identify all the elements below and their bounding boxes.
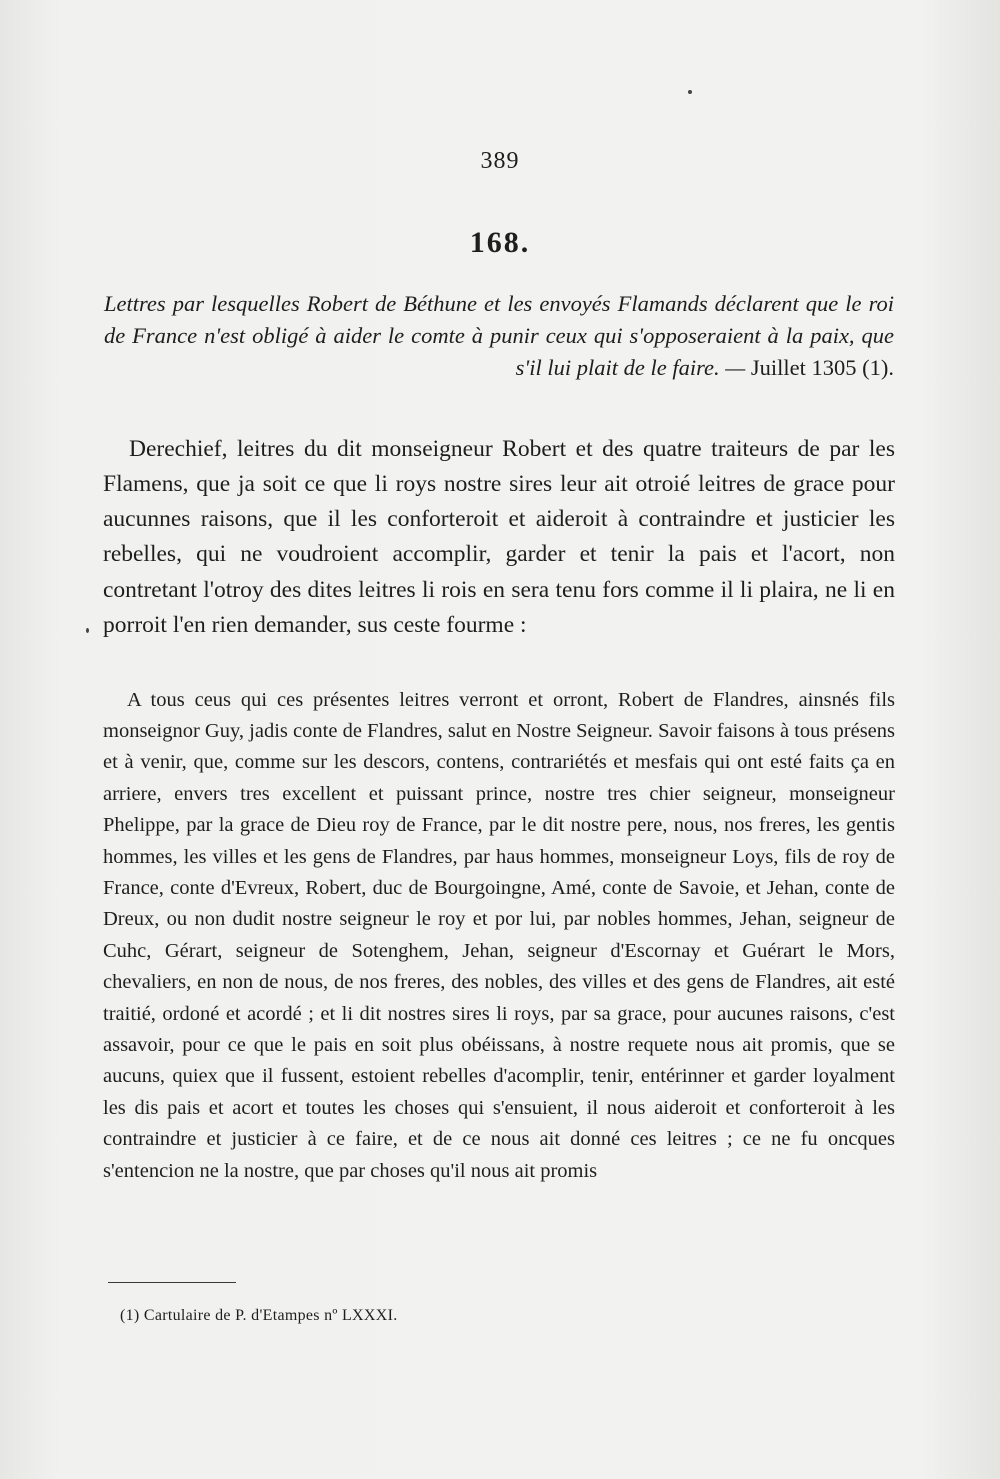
- paragraph-charter: A tous ceus qui ces présentes leitres verront et orront, Robert de Flandres, ainsnés fils monseignor Guy, jadis conte de Flandres, salut en Nostre Seigneur. Savoir faisons à tous présens et à venir, que, comme sur les descors, contens, contrariétés et mesfais qui ont esté faits ça en arriere, envers tres excellent et puissant prince, nostre tres chier seigneur, monseigneur Phelippe, par la grace de Dieu roy de France, par le dit nostre pere, nous, nos freres, les gentis hommes, les villes et les gens de Flandres, par haus hommes, monseigneur Loys, fils de roy de France, conte d'Evreux, Robert, duc de Bourgoingne, Amé, conte de Savoie, et Jehan, conte de Dreux, ou non dudit nostre seigneur le roy et por lui, par nobles hommes, Jehan, seigneur de Cuhc, Gérart, seigneur de Sotenghem, Jehan, seigneur d'Escornay et Guérart le Mors, chevaliers, en non de nous, de nos freres, des nobles, des villes et des gens de Flandres, ait esté traitié, ordoné et acordé ; et li dit nostres sires li roys, par sa grace, pour aucunes raisons, c'est assavoir, pour ce que le pais en soit plus obéissans, à nostre requete nous ait promis, que se aucuns, quiex que il fussent, estoient rebelles d'acomplir, tenir, entérinner et garder loyalment les dis pais et acort et toutes les choses qui s'ensuient, il nous aideroit et conforteroit à les contraindre et justicier à ce faire, et de ce nous ait donné ces leitres ; ce ne fu oncques s'entencion ne la nostre, que par choses qu'il nous ait promis: [103, 688, 895, 1182]
- paragraph-intro: Derechief, leitres du dit monseigneur Robert et des quatre traiteurs de par les Flamens, que ja soit ce que li roys nostre sires leur ait otroié leitres de grace pour aucunnes raisons, que il les conforteroit et aideroit à contraindre et justicier les rebelles, qui ne voudroient accomplir, garder et tenir la pais et l'acort, non contretant l'otroy des dites leitres li rois en sera tenu fors comme il li plaira, ne li en porroit l'en rien demander, sus ceste fourme :: [103, 435, 895, 638]
- page-number: 389: [480, 148, 520, 174]
- heading-text: Lettres par lesquelles Robert de Béthune et les envoyés Flamands déclarent que le roi de France n'est obligé à aider le comte à punir ceux qui s'opposeraient à la paix, que s'il lui plait de le faire. —: [104, 291, 894, 380]
- footnote: (1) Cartulaire de P. d'Etampes nº LXXXI.: [120, 1307, 398, 1324]
- footnote-divider: [108, 1282, 236, 1283]
- heading-date: Juillet 1305 (1).: [750, 355, 894, 380]
- document-number: 168.: [469, 226, 531, 259]
- document-heading: [104, 288, 894, 384]
- ink-speck: [688, 90, 692, 94]
- ink-speck: [86, 628, 89, 633]
